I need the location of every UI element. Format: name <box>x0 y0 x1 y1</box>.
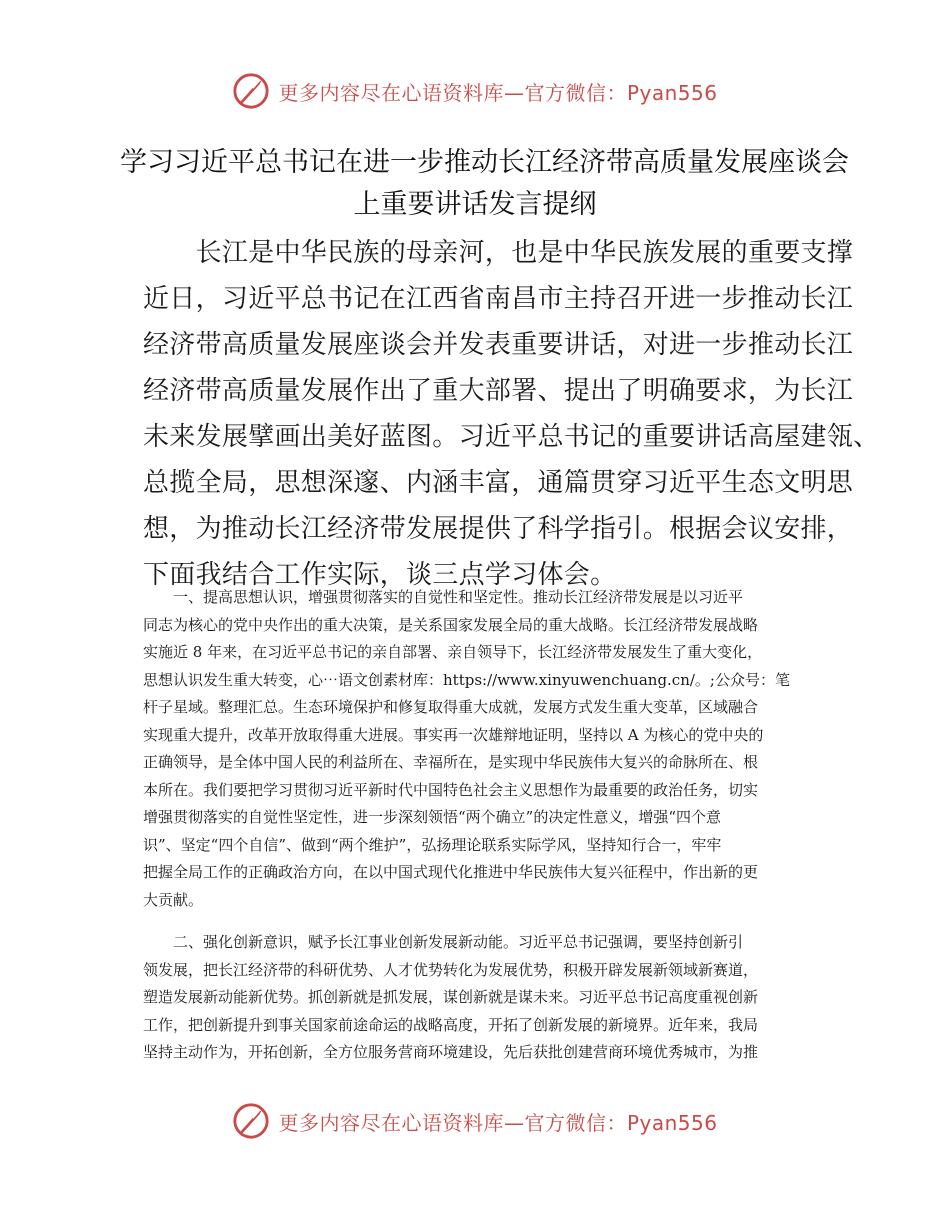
watermark-text: 更多内容尽在心语资料库—官方微信：Pyan556 <box>278 1110 718 1135</box>
body-line: 实现重大提升，改革开放取得重大进展。事实再一次雄辩地证明，坚持以 A 为核心的党中央的 <box>143 725 764 744</box>
lead-line: 下面我结合工作实际，谈三点学习体会。 <box>143 560 617 590</box>
body-line: 领发展，把长江经济带的科研优势、人才优势转化为发展优势，积极开辟发展新领域新赛道， <box>143 960 759 979</box>
body-line: 增强贯彻落实的自觉性坚定性，进一步深刻领悟“两个确立”的决定性意义，增强“四个意 <box>143 808 722 826</box>
body-line: 思想认识发生重大转变，心⋯语文创素材库：https://www.xinyuwenchuang.cn/。;公众号：笔 <box>143 670 790 689</box>
body-line: 一、提高思想认识，增强贯彻落实的自觉性和坚定性。推动长江经济带发展是以习近平 <box>143 588 744 606</box>
watermark-banner-top <box>0 68 950 114</box>
body-line: 实施近 8 年来，在习近平总书记的亲自部署、亲自领导下，长江经济带发展发生了重大变化， <box>143 643 763 661</box>
body-line: 塑造发展新动能新优势。抓创新就是抓发展，谋创新就是谋未来。习近平总书记高度重视创新 <box>143 988 759 1006</box>
body-paragraph-2 <box>143 929 813 1067</box>
body-line: 大贡献。 <box>143 890 204 909</box>
body-line: 本所在。我们要把学习贯彻习近平新时代中国特色社会主义思想作为最重要的政治任务，切实 <box>143 780 759 799</box>
body-line: 把握全局工作的正确政治方向，在以中国式现代化推进中华民族伟大复兴征程中，作出新的更 <box>143 863 759 881</box>
body-line: 正确领导，是全体中国人民的利益所在、幸福所在，是实现中华民族伟大复兴的命脉所在、根 <box>143 753 759 771</box>
watermark-banner-bottom <box>0 1098 950 1144</box>
body-line: 同志为核心的党中央作出的重大决策，是关系国家发展全局的重大战略。长江经济带发展战略 <box>143 615 759 634</box>
lead-line: 经济带高质量发展作出了重大部署、提出了明确要求，为长江 <box>143 376 854 406</box>
body-line: 识”、坚定“四个自信”、做到“两个维护”，弘扬理论联系实际学风，坚持知行合一，牢牢 <box>143 835 722 854</box>
body-line: 坚持主动作为，开拓创新，全方位服务营商环境建设，先后获批创建营商环境优秀城市，为推 <box>143 1043 759 1061</box>
body-line: 二、强化创新意识，赋予长江事业创新发展新动能。习近平总书记强调，要坚持创新引 <box>143 933 744 951</box>
lead-line: 未来发展擘画出美好蓝图。习近平总书记的重要讲话高屋建瓴、 <box>143 422 880 452</box>
title-line: 上重要讲话发言提纲 <box>353 189 597 220</box>
lead-line: 经济带高质量发展座谈会并发表重要讲话，对进一步推动长江 <box>143 330 854 360</box>
body-paragraph-1 <box>143 584 813 914</box>
lead-line: 想，为推动长江经济带发展提供了科学指引。根据会议安排， <box>143 514 854 544</box>
body-line: 杆子星域。整理汇总。生态环境保护和修复取得重大成就，发展方式发生重大变革，区域融合 <box>143 698 759 716</box>
lead-paragraph <box>143 230 880 598</box>
quill-logo-icon <box>232 1102 270 1140</box>
document-title <box>120 142 849 226</box>
watermark-text: 更多内容尽在心语资料库—官方微信：Pyan556 <box>278 80 718 105</box>
title-line: 学习习近平总书记在进一步推动长江经济带高质量发展座谈会 <box>120 147 849 178</box>
lead-line: 总揽全局，思想深邃、内涵丰富，通篇贯穿习近平生态文明思 <box>143 468 854 498</box>
lead-line: 近日，习近平总书记在江西省南昌市主持召开进一步推动长江 <box>143 284 854 314</box>
lead-line: 长江是中华民族的母亲河，也是中华民族发展的重要支撑 <box>143 238 854 268</box>
body-line: 工作，把创新提升到事关国家前途命运的战略高度，开拓了创新发展的新境界。近年来，我局 <box>143 1015 759 1034</box>
quill-logo-icon <box>232 72 270 110</box>
